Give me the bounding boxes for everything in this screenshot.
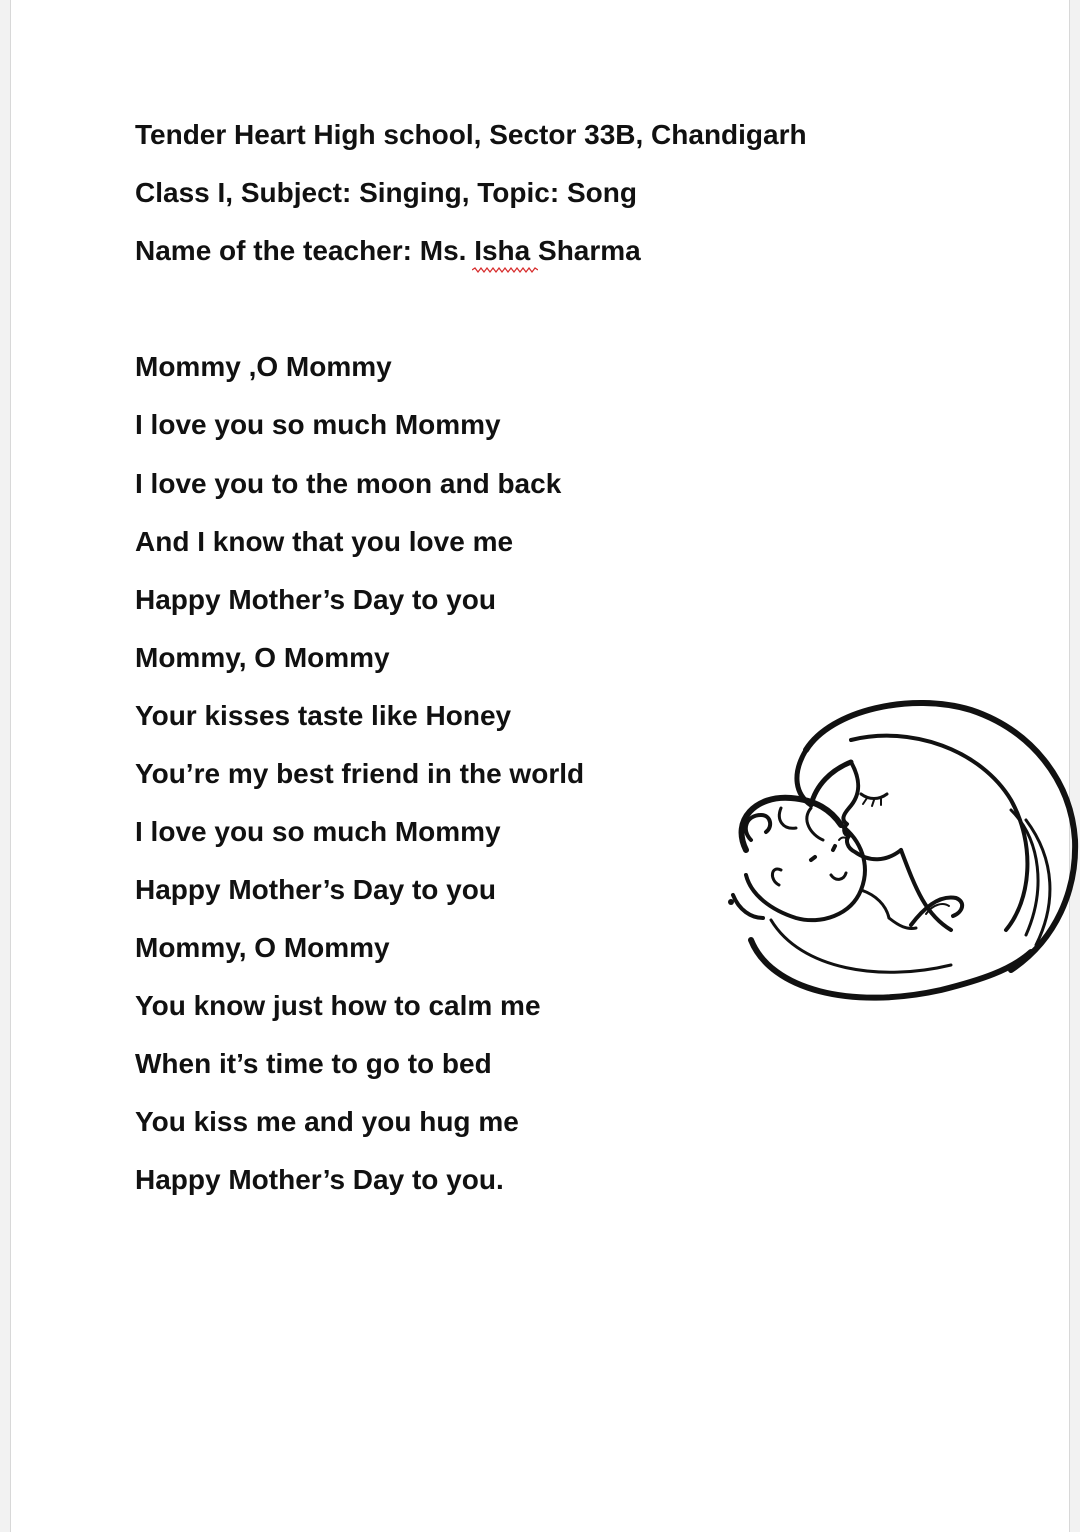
teacher-last-name: Sharma (530, 235, 641, 266)
song-line: Mommy ,O Mommy (135, 351, 392, 382)
song-line: Mommy, O Mommy (135, 932, 390, 963)
song-line: And I know that you love me (135, 526, 514, 557)
song-line: You’re my best friend in the world (135, 758, 585, 789)
song-line: Mommy, O Mommy (135, 642, 390, 673)
song-line: Happy Mother’s Day to you (135, 584, 496, 615)
spellcheck-underline (472, 267, 538, 273)
document-page (10, 0, 1070, 1532)
song-line: Happy Mother’s Day to you. (135, 1164, 504, 1195)
song-line: I love you so much Mommy (135, 409, 501, 440)
teacher-label: Name of the teacher: Ms. (135, 235, 475, 266)
song-line: You know just how to calm me (135, 990, 541, 1021)
school-heading: Tender Heart High school, Sector 33B, Chandigarh (135, 119, 807, 150)
class-info: Class I, Subject: Singing, Topic: Song (135, 177, 637, 208)
mother-baby-icon (711, 690, 1080, 1020)
song-line: Happy Mother’s Day to you (135, 874, 496, 905)
song-line: You kiss me and you hug me (135, 1106, 519, 1137)
song-line: I love you to the moon and back (135, 468, 562, 499)
teacher-name (135, 234, 641, 268)
song-line: When it’s time to go to bed (135, 1048, 492, 1079)
song-line: Your kisses taste like Honey (135, 700, 512, 731)
teacher-first-name: Isha (474, 235, 531, 266)
song-line: I love you so much Mommy (135, 816, 501, 847)
